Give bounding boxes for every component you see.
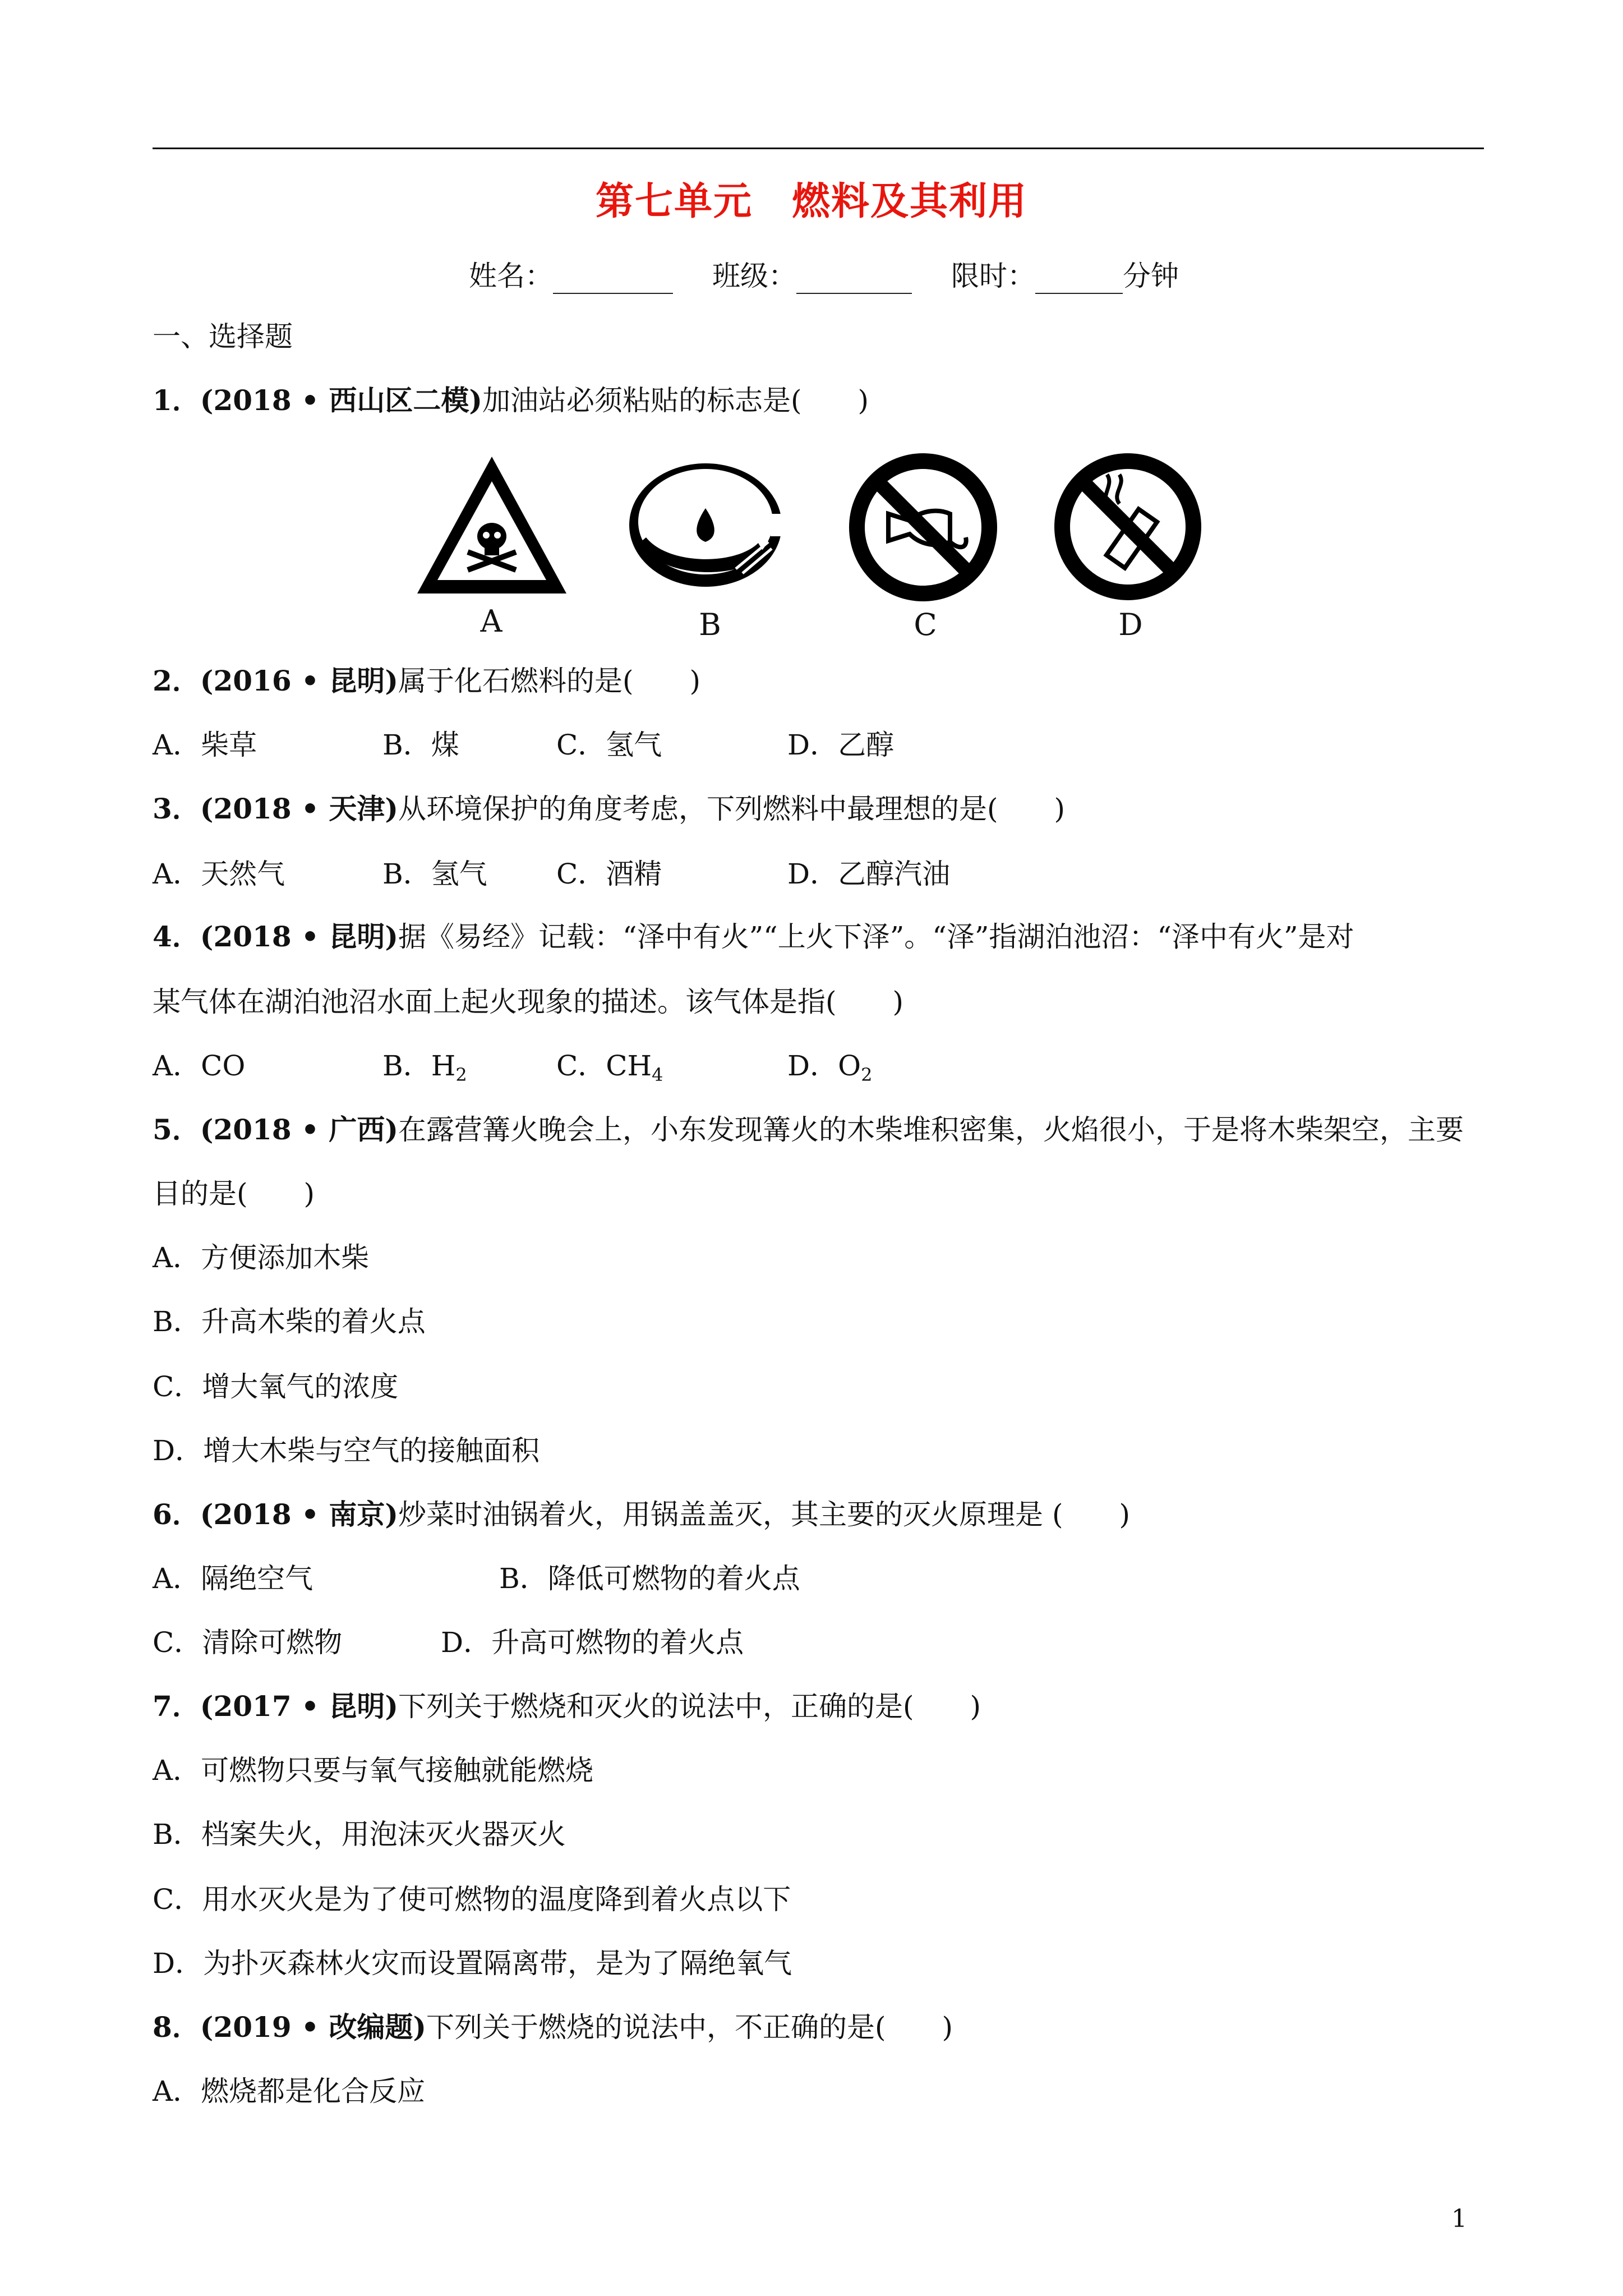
option-5a[interactable]: A．方便添加木柴 [153, 1241, 370, 1274]
name-blank[interactable] [553, 267, 673, 294]
class-label: 班级： [712, 260, 796, 292]
option-3b[interactable]: B．氢气 [382, 858, 487, 890]
option-3d[interactable]: D．乙醇汽油 [787, 858, 951, 890]
class-blank[interactable] [796, 267, 912, 294]
header-rule [153, 148, 1484, 149]
time-unit: 分钟 [1123, 260, 1179, 292]
water-drop-sign-icon [624, 459, 792, 595]
question-6: 6．(2018 • 南京)炒菜时油锅着火，用锅盖盖灭，其主要的灭火原理是 ( ) [153, 1498, 1130, 1531]
question-7: 7．(2017 • 昆明)下列关于燃烧和灭火的说法中，正确的是( ) [153, 1690, 981, 1723]
option-3c[interactable]: C．酒精 [556, 858, 662, 890]
option-6a[interactable]: A．隔绝空气 [153, 1562, 313, 1595]
option-6d[interactable]: D．升高可燃物的着火点 [441, 1626, 744, 1659]
time-blank[interactable] [1035, 267, 1123, 294]
question-5-cont: 目的是( ) [153, 1177, 315, 1210]
sign-label-a: A [480, 604, 502, 639]
option-5d[interactable]: D．增大木柴与空气的接触面积 [153, 1434, 540, 1467]
option-3a[interactable]: A．天然气 [153, 858, 285, 890]
page-title: 第七单元 燃料及其利用 [595, 179, 1028, 224]
name-label: 姓名： [469, 260, 553, 292]
question-4: 4．(2018 • 昆明)据《易经》记载：“泽中有火”“上火下泽”。“泽”指湖泊池沼：“泽中有火”是对 [153, 920, 1354, 953]
option-4a[interactable]: A．CO [153, 1050, 246, 1082]
section-title: 一、选择题 [153, 320, 293, 353]
page-number: 1 [1451, 2205, 1467, 2233]
option-4b[interactable]: B．$H_2$ [382, 1050, 467, 1085]
option-8a[interactable]: A．燃烧都是化合反应 [153, 2075, 426, 2108]
option-6c[interactable]: C．清除可燃物 [153, 1626, 343, 1659]
option-4d[interactable]: D．$O_2$ [787, 1050, 873, 1085]
option-2d[interactable]: D．乙醇 [787, 729, 895, 761]
time-label: 限时： [951, 260, 1035, 292]
option-4c[interactable]: C．$CH_4$ [556, 1050, 663, 1085]
option-2b[interactable]: B．煤 [382, 729, 459, 761]
poison-sign-icon [413, 452, 571, 601]
question-2: 2．(2016 • 昆明)属于化石燃料的是( ) [153, 664, 701, 697]
option-7a[interactable]: A．可燃物只要与氧气接触就能燃烧 [153, 1754, 594, 1787]
question-1: 1．(2018 • 西山区二模)加油站必须粘贴的标志是( ) [153, 384, 869, 417]
question-3: 3．(2018 • 天津)从环境保护的角度考虑，下列燃料中最理想的是( ) [153, 792, 1066, 825]
option-6b[interactable]: B．降低可燃物的着火点 [499, 1562, 800, 1595]
no-horn-sign-icon [848, 452, 998, 605]
option-7c[interactable]: C．用水灭火是为了使可燃物的温度降到着火点以下 [153, 1883, 791, 1916]
option-7b[interactable]: B．档案失火，用泡沫灭火器灭火 [153, 1818, 566, 1851]
student-info-line [469, 254, 1179, 294]
question-5: 5．(2018 • 广西)在露营篝火晚会上，小东发现篝火的木柴堆积密集，火焰很小，于是将木柴架空，主要 [153, 1113, 1464, 1146]
option-5c[interactable]: C．增大氧气的浓度 [153, 1370, 399, 1403]
option-2c[interactable]: C．氢气 [556, 729, 662, 761]
sign-label-b: B [699, 607, 721, 642]
option-2a[interactable]: A．柴草 [153, 729, 257, 761]
option-5b[interactable]: B．升高木柴的着火点 [153, 1305, 426, 1338]
sign-label-d: D [1118, 607, 1143, 642]
question-4-cont: 某气体在湖泊池沼水面上起火现象的描述。该气体是指( ) [153, 986, 904, 1018]
no-smoking-sign-icon [1053, 452, 1202, 604]
option-7d[interactable]: D．为扑灭森林火灾而设置隔离带，是为了隔绝氧气 [153, 1947, 792, 1980]
sign-label-c: C [914, 607, 937, 642]
question-8: 8．(2019 • 改编题)下列关于燃烧的说法中，不正确的是( ) [153, 2010, 953, 2044]
